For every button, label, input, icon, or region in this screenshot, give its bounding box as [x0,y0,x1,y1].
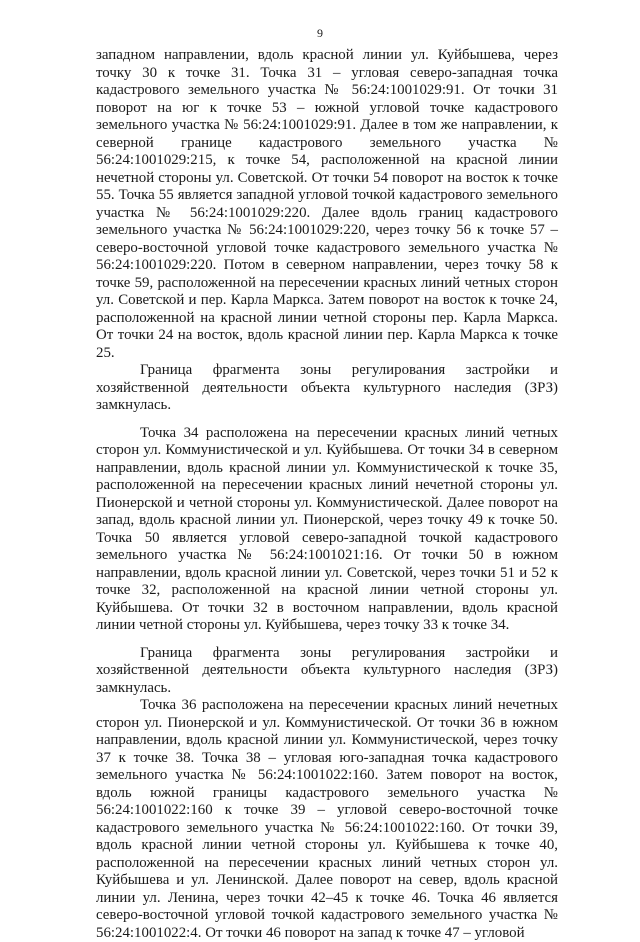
body-text [96,47,558,942]
paragraph-boundary-closed-1: Граница фрагмента зоны регулирования застройки и хозяйственной деятельности объекта культурного наследия (ЗРЗ) замкнулась. [96,362,558,413]
page-number: 9 [317,26,323,40]
paragraph-boundary-description-continued: западном направлении, вдоль красной линии ул. Куйбышева, через точку 30 к точке 31. Точка 31 – угловая северо-западная точка кадастрового земельного участка № 56:24:1001029:91. От точки 31 поворот на юг к точке 53 – южной угловой точке кадастрового земельного участка № 56:24:1001029:91. Далее в том же направлении, к северной границе кадастрового земельного участка № 56:24:1001029:215, к точке 54, расположенной на красной линии нечетной стороны ул. Советской. От точки 54 поворот на восток к точке 55. Точка 55 является западной угловой точкой кадастрового земельного участка № 56:24:1001029:220. Далее вдоль границ кадастрового земельного участка № 56:24:1001029:220, через точку 56 к точке 57 – северо-восточной угловой точке кадастрового земельного участка № 56:24:1001029:220. Потом в северном направлении, через точку 58 к точке 59, расположенной на пересечении красных линий четных сторон ул. Советской и пер. Карла Маркса. Затем поворот на восток к точке 24, расположенной на красной линии четной стороны пер. Карла Маркса. От точки 24 на восток, вдоль красной линии пер. Карла Маркса к точке 25. [96,47,558,361]
paragraph-boundary-closed-2: Граница фрагмента зоны регулирования застройки и хозяйственной деятельности объекта культурного наследия (ЗРЗ) замкнулась. [96,644,558,696]
paragraph-point-36-description: Точка 36 расположена на пересечении красных линий нечетных сторон ул. Пионерской и ул. Коммунистической. От точки 36 в южном направлении, вдоль красной линии ул. Коммунистической, через точку 37 к точке 38. Точка 38 – угловая юго-западная точка кадастрового земельного участка № 56:24:1001022:160. Затем поворот на восток, вдоль южной границы кадастрового земельного участка № 56:24:1001022:160 к точке 39 – угловой северо-восточной точке кадастрового земельного участка № 56:24:1001022:160. От точки 39, вдоль красной линии четной стороны ул. Куйбышева к точке 40, расположенной на пересечении красных линий четных сторон ул. Куйбышева и ул. Ленинской. Далее поворот на север, вдоль красной линии ул. Ленина, через точки 42–45 к точке 46. Точка 46 является северо-восточной угловой точкой кадастрового земельного участка № 56:24:1001022:4. От точки 46 поворот на запад к точке 47 – угловой [96,697,558,941]
paragraph-point-34-description: Точка 34 расположена на пересечении красных линий четных сторон ул. Коммунистической и ул. Куйбышева. От точки 34 в северном направлении, вдоль красной линии ул. Коммунистической к точке 35, расположенной на пересечении красных линий нечетной стороны ул. Пионерской и четной стороны ул. Коммунистической. Далее поворот на запад, вдоль красной линии ул. Пионерской, через точку 49 к точке 50. Точка 50 является угловой северо-западной точкой кадастрового земельного участка № 56:24:1001021:16. От точки 50 в южном направлении, вдоль красной линии ул. Советской, через точки 51 и 52 к точке 32, расположенной на красной линии четной стороны ул. Куйбышева. От точки 32 в восточном направлении, вдоль красной линии четной стороны ул. Куйбышева, через точку 33 к точке 34. [96,424,558,633]
